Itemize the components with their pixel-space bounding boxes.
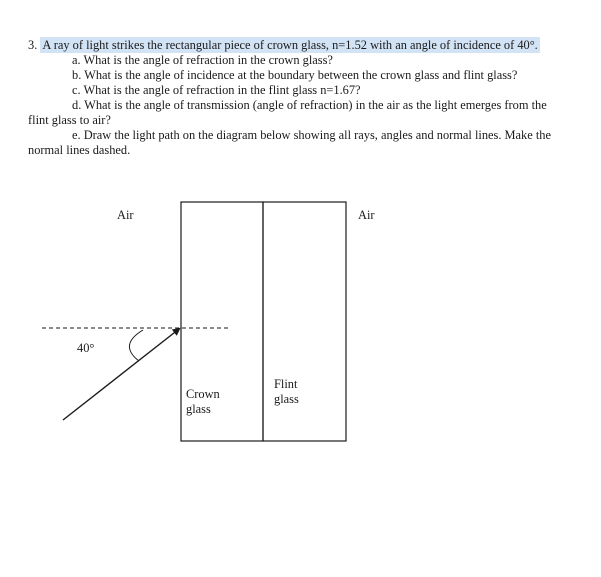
part-e-line2: normal lines dashed. <box>28 143 131 157</box>
part-c: c. What is the angle of refraction in the flint glass n=1.67? <box>72 83 361 97</box>
right-air-label: Air <box>358 208 375 222</box>
angle-arc <box>129 330 143 361</box>
crown-label-line2: glass <box>186 402 211 416</box>
part-e-line1: e. Draw the light path on the diagram below showing all rays, angles and normal lines. Make the <box>72 128 551 142</box>
part-d-line1: d. What is the angle of transmission (angle of refraction) in the air as the light emerges from the <box>72 98 547 112</box>
crown-label-line1: Crown <box>186 387 220 401</box>
angle-label: 40° <box>77 341 95 355</box>
part-a: a. What is the angle of refraction in the crown glass? <box>72 53 333 67</box>
question-prompt: A ray of light strikes the rectangular piece of crown glass, n=1.52 with an angle of incidence of 40°. <box>42 38 538 52</box>
part-d-line2: flint glass to air? <box>28 113 111 127</box>
question-number: 3. <box>28 38 38 52</box>
left-air-label: Air <box>117 208 134 222</box>
flint-label-line2: glass <box>274 392 299 406</box>
flint-label-line1: Flint <box>274 377 298 391</box>
part-b: b. What is the angle of incidence at the boundary between the crown glass and flint glass? <box>72 68 518 82</box>
